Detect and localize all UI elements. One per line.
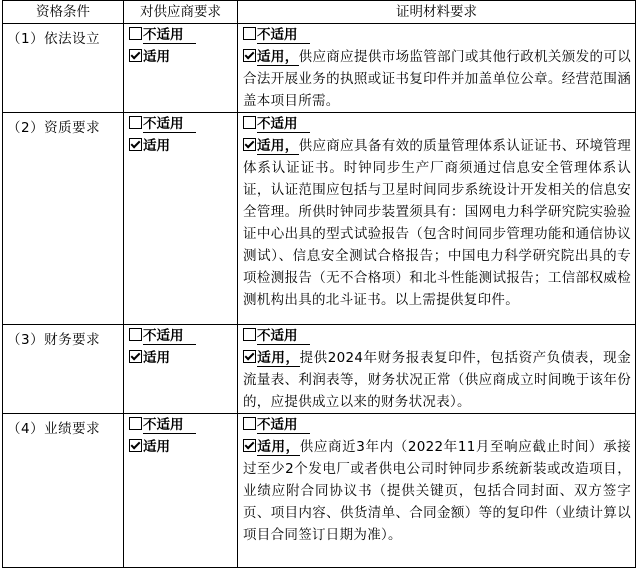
checkbox-empty-icon [243, 417, 256, 430]
option-not-applicable[interactable]: 不适用 [124, 325, 237, 347]
proof-option-not-applicable[interactable]: 不适用 [243, 24, 631, 46]
condition-cell [3, 325, 124, 414]
option-not-applicable[interactable]: 不适用 [124, 113, 237, 135]
proof-option-not-applicable[interactable]: 不适用 [243, 113, 631, 135]
proof-cell [238, 24, 636, 113]
proof-text: 适用，提供2024年财务报表复印件，包括资产负债表，现金流量表、利润表等，财务状况正常（供应商成立时间晚于该年份的，应提供成立以来的财务状况表）。 [243, 350, 631, 410]
option-not-applicable[interactable]: 不适用 [124, 24, 237, 46]
table-row [3, 113, 636, 325]
condition-label: （4）业绩要求 [7, 421, 101, 437]
condition-cell [3, 24, 124, 113]
option-applicable[interactable]: 适用 [124, 347, 237, 369]
checkbox-empty-icon [243, 27, 256, 40]
proof-option-not-applicable[interactable]: 不适用 [243, 325, 631, 347]
condition-label: （3）财务要求 [7, 332, 101, 348]
header-supplier-requirement: 对供应商要求 [124, 1, 238, 24]
checkbox-empty-icon [129, 116, 142, 129]
checkbox-checked-icon [129, 49, 142, 62]
checkbox-empty-icon [129, 27, 142, 40]
proof-text: 适用，供应商应具备有效的质量管理体系认证证书、环境管理体系认证证书。时钟同步生产厂商须通过信息安全管理体系认证，认证范围应包括与卫星时间同步系统设计开发相关的信息安全管理。所供时钟同步装置须具有：国网电力科学研究院实验验证中心出具的型式试验报告（包含时间同步管理功能和通信协议测试）、信息安全测试合格报告；中国电力科学研究院出具的专项检测报告（无不合格项）和北斗性能测试报告；工信部权威检测机构出具的北斗证书。以上需提供复印件。 [243, 138, 631, 308]
checkbox-empty-icon [129, 417, 142, 430]
table-row [3, 24, 636, 113]
checkbox-checked-icon [243, 138, 256, 151]
proof-cell [238, 325, 636, 414]
condition-label: （2）资质要求 [7, 120, 101, 136]
checkbox-checked-icon [129, 439, 142, 452]
checkbox-checked-icon [243, 350, 256, 363]
options-cell [124, 325, 238, 414]
option-applicable[interactable]: 适用 [124, 46, 237, 68]
checkbox-checked-icon [129, 350, 142, 363]
header-proof-requirement: 证明材料要求 [238, 1, 636, 24]
table-row [3, 414, 636, 568]
condition-cell [3, 414, 124, 568]
condition-cell [3, 113, 124, 325]
options-cell [124, 414, 238, 568]
proof-cell [238, 113, 636, 325]
proof-text: 适用，供应商应提供市场监管部门或其他行政机关颁发的可以合法开展业务的执照或证书复印件并加盖单位公章。经营范围涵盖本项目所需。 [243, 49, 631, 109]
proof-option-not-applicable[interactable]: 不适用 [243, 414, 631, 436]
qualification-table [2, 0, 636, 568]
options-cell [124, 24, 238, 113]
checkbox-checked-icon [129, 138, 142, 151]
condition-label: （1）依法设立 [7, 31, 101, 47]
proof-cell [238, 414, 636, 568]
options-cell [124, 113, 238, 325]
option-applicable[interactable]: 适用 [124, 135, 237, 157]
option-not-applicable[interactable]: 不适用 [124, 414, 237, 436]
checkbox-empty-icon [129, 328, 142, 341]
table-row [3, 325, 636, 414]
checkbox-checked-icon [243, 49, 256, 62]
proof-text: 适用，供应商近3年内（2022年11月至响应截止时间）承接过至少2个发电厂或者供电公司时钟同步系统新装或改造项目，业绩应附合同协议书（提供关键页，包括合同封面、双方签字页、项目内容、供货清单、合同金额）等的复印件（业绩计算以项目合同签订日期为准）。 [243, 439, 631, 543]
table-header-row [3, 1, 636, 24]
header-qualification: 资格条件 [3, 1, 124, 24]
checkbox-empty-icon [243, 328, 256, 341]
checkbox-empty-icon [243, 116, 256, 129]
option-applicable[interactable]: 适用 [124, 436, 237, 458]
checkbox-checked-icon [243, 439, 256, 452]
